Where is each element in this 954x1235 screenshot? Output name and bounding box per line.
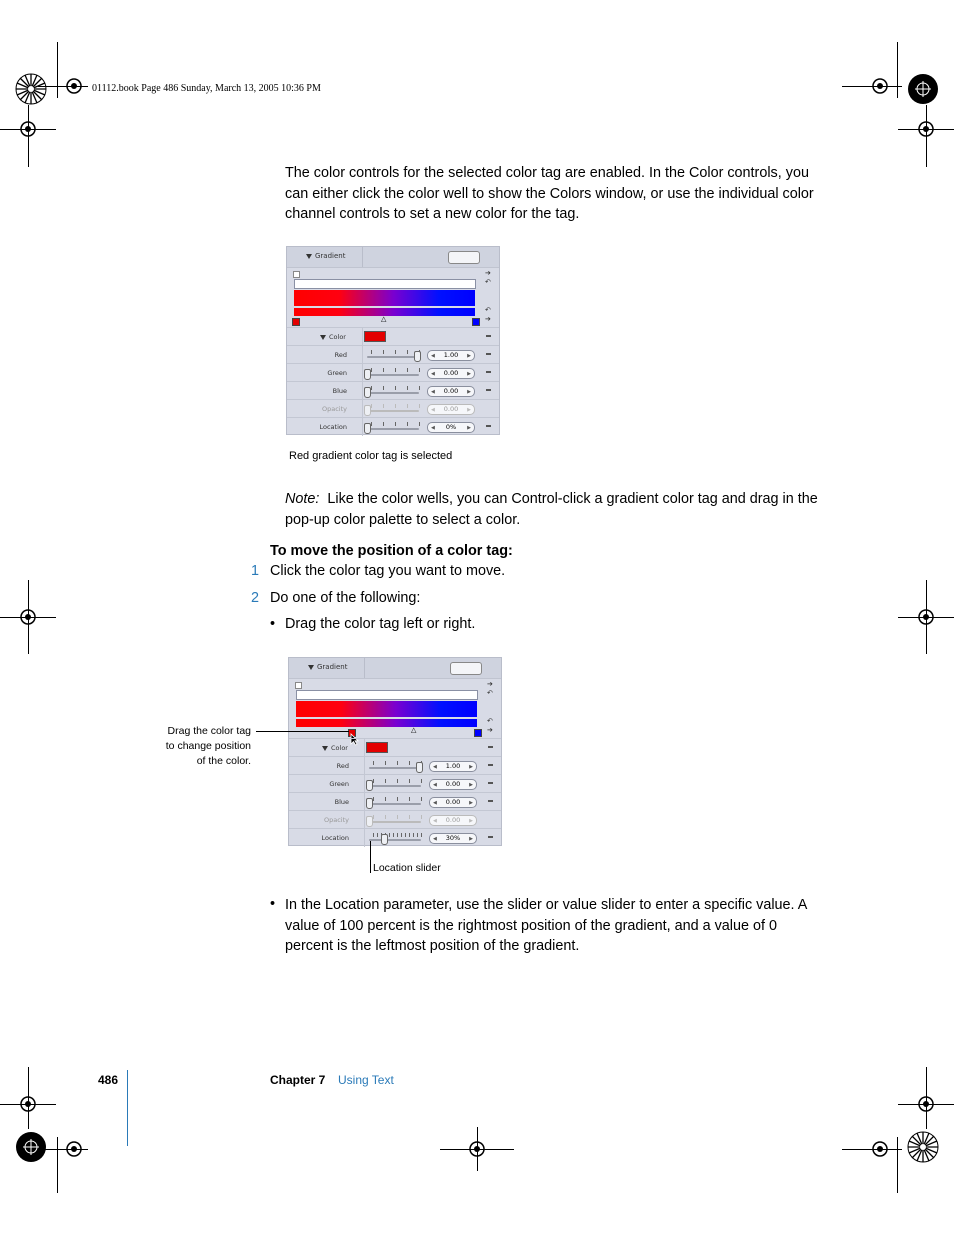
figure-1-caption: Red gradient color tag is selected bbox=[289, 450, 453, 462]
location-slider[interactable] bbox=[369, 839, 421, 841]
bullet-text: Drag the color tag left or right. bbox=[285, 616, 476, 632]
bullet-text: In the Location parameter, use the slider or value slider to enter a specific value. A value of 100 percent is the rightmost position of the gradient, and a value of 0 percent is the leftmost position of the gradient. bbox=[285, 897, 807, 954]
minus-icon[interactable] bbox=[486, 425, 491, 427]
crosshair-mark-icon bbox=[62, 74, 86, 98]
slider-thumb[interactable] bbox=[364, 423, 371, 434]
crosshair-mark-icon bbox=[465, 1137, 489, 1161]
chapter-title: Using Text bbox=[338, 1073, 394, 1087]
blue-color-tag[interactable] bbox=[474, 729, 482, 737]
param-label: Green bbox=[327, 369, 347, 377]
param-row-opacity bbox=[287, 399, 499, 418]
midpoint-marker-icon[interactable]: △ bbox=[411, 726, 417, 734]
green-slider[interactable] bbox=[369, 785, 421, 787]
arrow-right-icon[interactable]: ➔ bbox=[485, 269, 491, 277]
minus-icon[interactable] bbox=[486, 389, 491, 391]
slider-thumb[interactable] bbox=[364, 369, 371, 380]
location-value-slider[interactable]: ◀ 30% ▶ bbox=[429, 833, 477, 844]
gradient-header bbox=[287, 247, 499, 268]
param-label: Opacity bbox=[321, 405, 347, 413]
gradient-preset-popup[interactable] bbox=[448, 251, 480, 264]
param-label: Opacity bbox=[323, 816, 349, 824]
disclosure-triangle-icon[interactable] bbox=[308, 665, 314, 670]
color-gradient-bar[interactable] bbox=[296, 719, 477, 727]
step-text: Click the color tag you want to move. bbox=[270, 563, 506, 579]
opacity-tag[interactable] bbox=[293, 271, 300, 278]
arrow-right-icon[interactable]: ➔ bbox=[487, 726, 493, 734]
keyword-control: Control bbox=[511, 491, 558, 507]
param-row-green bbox=[289, 774, 501, 793]
param-label: Red bbox=[334, 351, 347, 359]
param-label: Blue bbox=[334, 798, 349, 806]
color-well[interactable] bbox=[364, 331, 386, 342]
slider-thumb bbox=[364, 405, 371, 416]
starburst-mark-icon bbox=[15, 73, 47, 105]
location-value-slider[interactable]: ◀ 0% ▶ bbox=[427, 422, 475, 433]
slider-thumb[interactable] bbox=[366, 780, 373, 791]
arrow-right-icon[interactable]: ➔ bbox=[487, 680, 493, 688]
color-well[interactable] bbox=[366, 742, 388, 753]
slider-thumb bbox=[366, 816, 373, 827]
red-slider[interactable] bbox=[367, 356, 419, 358]
callout-drag-tag: Drag the color tag to change position of the color. bbox=[165, 725, 251, 767]
color-label: Color bbox=[331, 744, 348, 752]
blue-slider[interactable] bbox=[367, 392, 419, 394]
intro-paragraph: The color controls for the selected color tag are enabled. In the Color controls, you can either click the color well to show the Colors window, or use the individual color channel controls to set a new color for the tag. bbox=[285, 165, 814, 222]
note-label: Note: bbox=[285, 491, 320, 507]
green-slider[interactable] bbox=[367, 374, 419, 376]
starburst-mark-icon bbox=[15, 1131, 47, 1163]
gradient-preset-popup[interactable] bbox=[450, 662, 482, 675]
task-heading: To move the position of a color tag: bbox=[270, 543, 513, 559]
undo-icon[interactable]: ↶ bbox=[487, 717, 493, 725]
gradient-header bbox=[289, 658, 501, 679]
minus-icon[interactable] bbox=[486, 353, 491, 355]
footer-rule bbox=[127, 1070, 128, 1146]
param-row-location bbox=[289, 828, 501, 847]
crosshair-mark-icon bbox=[16, 1092, 40, 1116]
crosshair-mark-icon bbox=[16, 605, 40, 629]
step-number: 2 bbox=[251, 590, 260, 606]
opacity-gradient-bar[interactable] bbox=[296, 690, 478, 700]
minus-icon[interactable] bbox=[488, 800, 493, 802]
crosshair-mark-icon bbox=[914, 605, 938, 629]
crosshair-mark-icon bbox=[914, 1092, 938, 1116]
crosshair-mark-icon bbox=[16, 117, 40, 141]
slider-thumb[interactable] bbox=[416, 762, 423, 773]
midpoint-marker-icon[interactable]: △ bbox=[381, 315, 387, 323]
crosshair-mark-icon bbox=[868, 1137, 892, 1161]
callout-leader-line bbox=[370, 841, 371, 873]
color-label: Color bbox=[329, 333, 346, 341]
arrow-right-icon[interactable]: ➔ bbox=[485, 315, 491, 323]
gradient-panel-figure-2 bbox=[288, 657, 502, 846]
opacity-value-slider: ◀ 0.00 ▶ bbox=[427, 404, 475, 415]
starburst-mark-icon bbox=[907, 73, 939, 105]
disclosure-triangle-icon[interactable] bbox=[320, 335, 326, 340]
param-row-red bbox=[287, 345, 499, 364]
green-value-slider[interactable]: ◀ 0.00 ▶ bbox=[429, 779, 477, 790]
crosshair-mark-icon bbox=[62, 1137, 86, 1161]
red-slider[interactable] bbox=[369, 767, 421, 769]
bullet-icon: • bbox=[270, 896, 276, 912]
param-label: Location bbox=[319, 423, 347, 431]
undo-icon[interactable]: ↶ bbox=[485, 278, 491, 286]
slider-thumb[interactable] bbox=[381, 834, 388, 845]
color-row bbox=[289, 738, 501, 757]
opacity-slider bbox=[369, 821, 421, 823]
gradient-preview bbox=[296, 701, 477, 717]
red-value-slider[interactable]: ◀ 1.00 ▶ bbox=[429, 761, 477, 772]
param-label: Green bbox=[329, 780, 349, 788]
minus-icon[interactable] bbox=[488, 764, 493, 766]
opacity-gradient-bar[interactable] bbox=[294, 279, 476, 289]
note-paragraph: Note: Like the color wells, you can Control-click a gradient color tag and drag in the pop-up color palette to select a color. bbox=[285, 491, 818, 528]
step-number: 1 bbox=[251, 563, 260, 579]
crosshair-mark-icon bbox=[868, 74, 892, 98]
opacity-tag[interactable] bbox=[295, 682, 302, 689]
print-slug: 01112.book Page 486 Sunday, March 13, 2005 10:36 PM bbox=[92, 83, 321, 94]
param-row-location bbox=[287, 417, 499, 436]
opacity-slider bbox=[367, 410, 419, 412]
red-color-tag[interactable] bbox=[292, 318, 300, 326]
param-row-green bbox=[287, 363, 499, 382]
param-label: Location bbox=[321, 834, 349, 842]
minus-icon[interactable] bbox=[486, 371, 491, 373]
gradient-panel-figure-1 bbox=[286, 246, 500, 435]
starburst-mark-icon bbox=[907, 1131, 939, 1163]
disclosure-triangle-icon[interactable] bbox=[322, 746, 328, 751]
param-row-opacity bbox=[289, 810, 501, 829]
disclosure-triangle-icon[interactable] bbox=[306, 254, 312, 259]
blue-slider[interactable] bbox=[369, 803, 421, 805]
param-row-blue bbox=[289, 792, 501, 811]
callout-location-slider: Location slider bbox=[373, 862, 441, 874]
slider-thumb[interactable] bbox=[364, 387, 371, 398]
gradient-label: Gradient bbox=[315, 252, 346, 260]
minus-icon[interactable] bbox=[488, 836, 493, 838]
blue-value-slider[interactable]: ◀ 0.00 ▶ bbox=[429, 797, 477, 808]
slider-thumb[interactable] bbox=[414, 351, 421, 362]
minus-icon[interactable] bbox=[488, 782, 493, 784]
green-value-slider[interactable]: ◀ 0.00 ▶ bbox=[427, 368, 475, 379]
param-row-blue bbox=[287, 381, 499, 400]
undo-icon[interactable]: ↶ bbox=[485, 306, 491, 314]
callout-leader-line bbox=[256, 731, 349, 732]
crosshair-mark-icon bbox=[914, 117, 938, 141]
color-row bbox=[287, 327, 499, 346]
gradient-preview bbox=[294, 290, 475, 306]
undo-icon[interactable]: ↶ bbox=[487, 689, 493, 697]
page-number: 486 bbox=[98, 1073, 119, 1087]
blue-color-tag[interactable] bbox=[472, 318, 480, 326]
minus-icon[interactable] bbox=[486, 335, 491, 337]
red-value-slider[interactable]: ◀ 1.00 ▶ bbox=[427, 350, 475, 361]
param-row-red bbox=[289, 756, 501, 775]
chapter-label: Chapter 7 bbox=[270, 1073, 326, 1087]
slider-thumb[interactable] bbox=[366, 798, 373, 809]
step-text: Do one of the following: bbox=[270, 590, 421, 606]
minus-icon[interactable] bbox=[488, 746, 493, 748]
location-slider[interactable] bbox=[367, 428, 419, 430]
gradient-label: Gradient bbox=[317, 663, 348, 671]
param-label: Blue bbox=[332, 387, 347, 395]
bullet-icon: • bbox=[270, 616, 276, 632]
blue-value-slider[interactable]: ◀ 0.00 ▶ bbox=[427, 386, 475, 397]
param-label: Red bbox=[336, 762, 349, 770]
opacity-value-slider: ◀ 0.00 ▶ bbox=[429, 815, 477, 826]
